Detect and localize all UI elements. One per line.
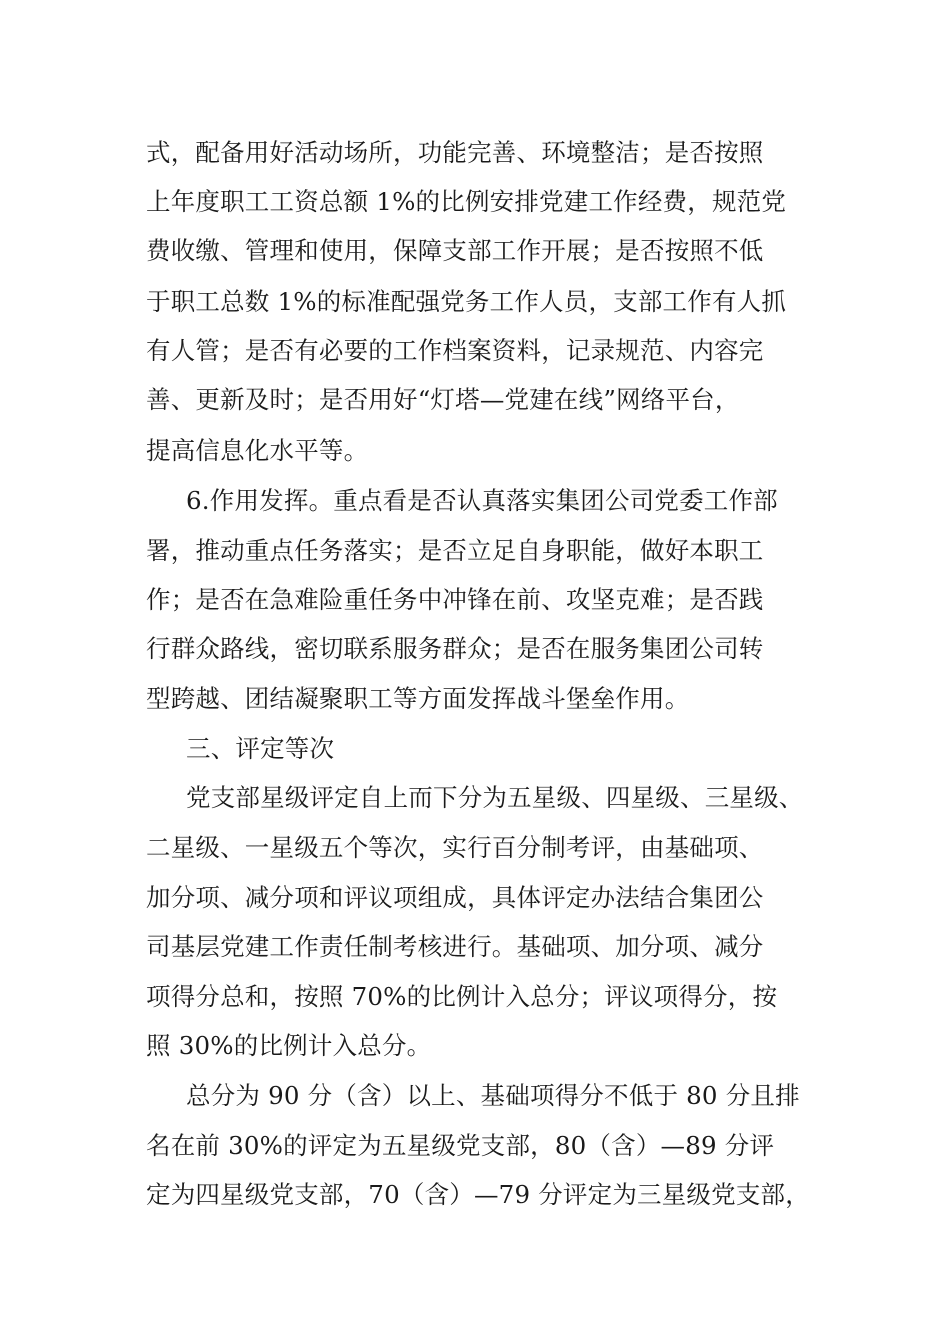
- section-heading: 三、评定等次: [186, 734, 335, 763]
- para-a-line-4: 于职工总数 1%的标准配强党务工作人员，支部工作有人抓: [146, 287, 787, 316]
- para-b-line-2: 署，推动重点任务落实；是否立足自身职能，做好本职工: [146, 536, 764, 565]
- para-d-line-1: 总分为 90 分（含）以上、基础项得分不低于 80 分且排: [186, 1081, 800, 1110]
- para-d-line-3: 定为四星级党支部，70（含）—79 分评定为三星级党支部，: [146, 1180, 810, 1209]
- para-c-line-5: 项得分总和，按照 70%的比例计入总分；评议项得分，按: [146, 982, 778, 1011]
- para-c-line-2: 二星级、一星级五个等次，实行百分制考评，由基础项、: [146, 833, 764, 862]
- para-a-line-5: 有人管；是否有必要的工作档案资料，记录规范、内容完: [146, 336, 764, 365]
- para-b-line-5: 型跨越、团结凝聚职工等方面发挥战斗堡垒作用。: [146, 684, 690, 713]
- para-b-line-3: 作；是否在急难险重任务中冲锋在前、攻坚克难；是否践: [146, 585, 764, 614]
- para-b-line-1: 6.作用发挥。重点看是否认真落实集团公司党委工作部: [186, 486, 778, 515]
- para-b-line-4: 行群众路线，密切联系服务群众；是否在服务集团公司转: [146, 634, 764, 663]
- para-a-line-1: 式，配备用好活动场所，功能完善、环境整洁；是否按照: [146, 138, 764, 167]
- para-c-line-6: 照 30%的比例计入总分。: [146, 1031, 432, 1060]
- para-a-line-6: 善、更新及时；是否用好“灯塔—党建在线”网络平台，: [146, 385, 740, 414]
- para-c-line-4: 司基层党建工作责任制考核进行。基础项、加分项、减分: [146, 932, 764, 961]
- para-a-line-3: 费收缴、管理和使用，保障支部工作开展；是否按照不低: [146, 236, 764, 265]
- para-a-line-2: 上年度职工工资总额 1%的比例安排党建工作经费，规范党: [146, 187, 787, 216]
- para-a-line-7: 提高信息化水平等。: [146, 436, 369, 465]
- para-c-line-1: 党支部星级评定自上而下分为五星级、四星级、三星级、: [186, 783, 804, 812]
- para-d-line-2: 名在前 30%的评定为五星级党支部，80（含）—89 分评: [146, 1131, 775, 1160]
- para-c-line-3: 加分项、减分项和评议项组成，具体评定办法结合集团公: [146, 883, 764, 912]
